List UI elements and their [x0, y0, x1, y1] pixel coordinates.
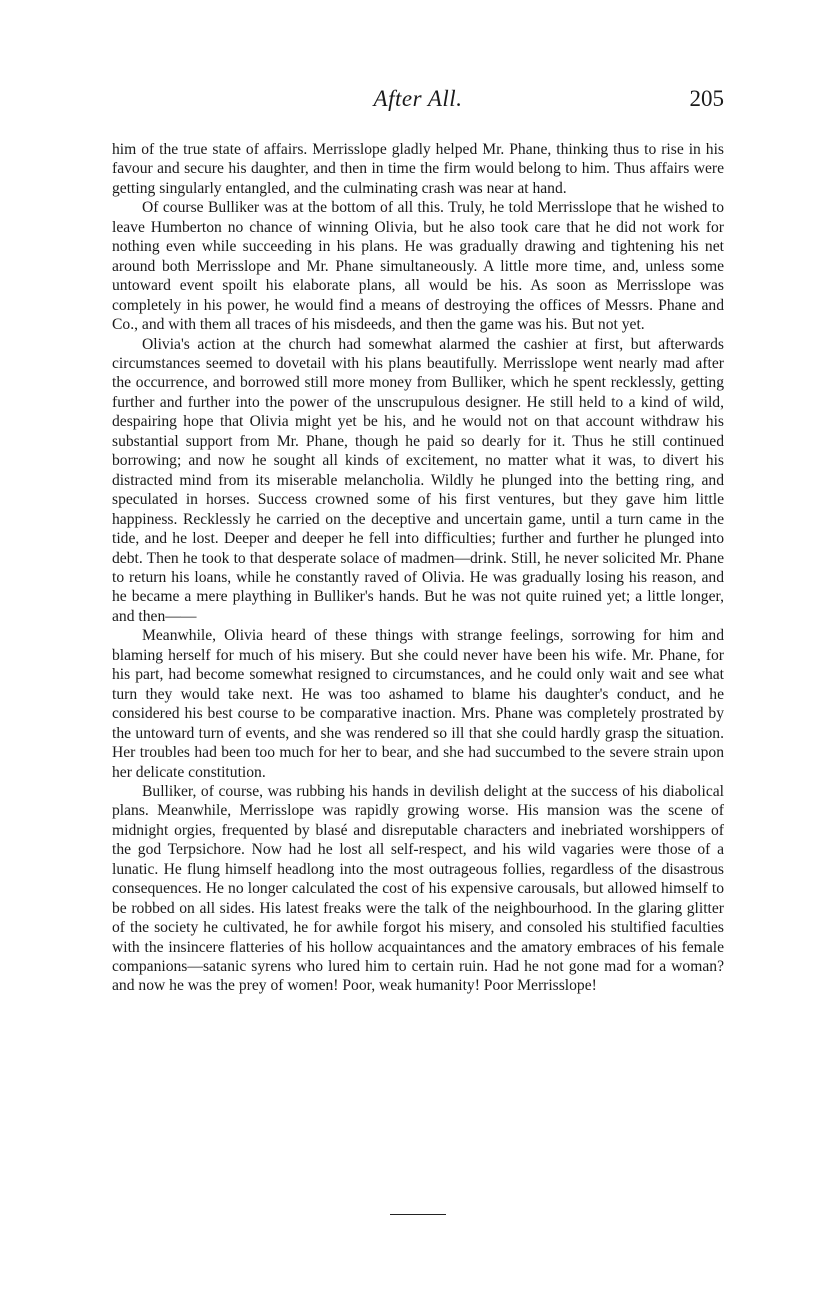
body-text	[112, 140, 724, 996]
page-number: 205	[689, 86, 724, 111]
paragraph-merrisslope-ruin: Bulliker, of course, was rubbing his hands in devilish delight at the success of his diabolical plans. Meanwhile, Merrisslope was rapidly growing worse. His mansion was the scene of midnight orgies, frequented by blasé and disreputable characters and inebriated worshippers of the god Terpsichore. Now had he lost all self-respect, and his wild vagaries were those of a lunatic. He flung himself headlong into the most outrageous follies, regardless of the disastrous consequences. He no longer calculated the cost of his expensive carousals, but allowed himself to be robbed on all sides. His latest freaks were the talk of the neighbourhood. In the glaring glitter of the society he cultivated, he for awhile forgot his misery, and consoled his stultified faculties with the insincere flatteries of his hollow acquaintances and the amatory embraces of his female companions—satanic syrens who lured him to certain ruin. Had he not gone mad for a woman? and now he was the prey of women! Poor, weak humanity! Poor Merrisslope!	[112, 782, 724, 995]
paragraph-olivia-feelings: Meanwhile, Olivia heard of these things with strange feelings, sorrowing for him and blaming herself for much of his misery. But she could never have been his wife. Mr. Phane, for his part, had become somewhat resigned to circumstances, and he could only wait and see what turn they would take next. He was too ashamed to blame his daughter's conduct, and he considered his best course to be comparative inaction. Mrs. Phane was completely prostrated by the untoward turn of events, and she was rendered so ill that she could hardly grasp the situation. Her troubles had been too much for her to bear, and she had succumbed to the severe strain upon her delicate constitution.	[112, 627, 724, 781]
paragraph-bulliker-scheme: Of course Bulliker was at the bottom of all this. Truly, he told Merrisslope that he wished to leave Humberton no chance of winning Olivia, but he also took care that he did not work for nothing even while succeeding in his plans. He was gradually drawing and tightening his net around both Merrisslope and Mr. Phane simultaneously. A little more time, and, unless some untoward event spoilt his elaborate plans, all would be his. As soon as Merrisslope was completely in his power, he would find a means of destroying the offices of Messrs. Phane and Co., and with them all traces of his misdeeds, and then the game was his. But not yet.	[112, 199, 724, 334]
running-title: After All.	[373, 86, 463, 111]
paragraph-merrisslope-decline: Olivia's action at the church had somewhat alarmed the cashier at first, but afterwards circumstances seemed to dovetail with his plans beautifully. Merrisslope went nearly mad after the occurrence, and borrowed still more money from Bulliker, which he spent recklessly, getting further and further into the power of the unscrupulous designer. He still held to a kind of wild, despairing hope that Olivia might yet be his, and he would not on that account withdraw his substantial support from Mr. Phane, though he paid so dearly for it. Thus he still continued borrowing; and now he sought all kinds of excitement, no matter what it was, to divert his distracted mind from its miserable melancholia. Wildly he plunged into the betting ring, and speculated in horses. Success crowned some of his first ventures, but they gave him little happiness. Recklessly he carried on the deceptive and uncertain game, until a turn came in the tide, and he lost. Deeper and deeper he fell into difficulties; further and further he plunged into debt. Then he took to that desperate solace of madmen—drink. Still, he never solicited Mr. Phane to return his loans, while he constantly raved of Olivia. He was gradually losing his reason, and he became a mere plaything in Bulliker's hands. But he was not quite ruined yet; a little longer, and then——	[112, 335, 724, 625]
paragraph-continued: him of the true state of affairs. Merrisslope gladly helped Mr. Phane, thinking thus to rise in his favour and secure his daughter, and then in time the firm would belong to him. Thus affairs were getting singularly entangled, and the culminating crash was near at hand.	[112, 141, 724, 197]
running-head	[112, 86, 724, 116]
section-end-rule	[390, 1214, 446, 1215]
